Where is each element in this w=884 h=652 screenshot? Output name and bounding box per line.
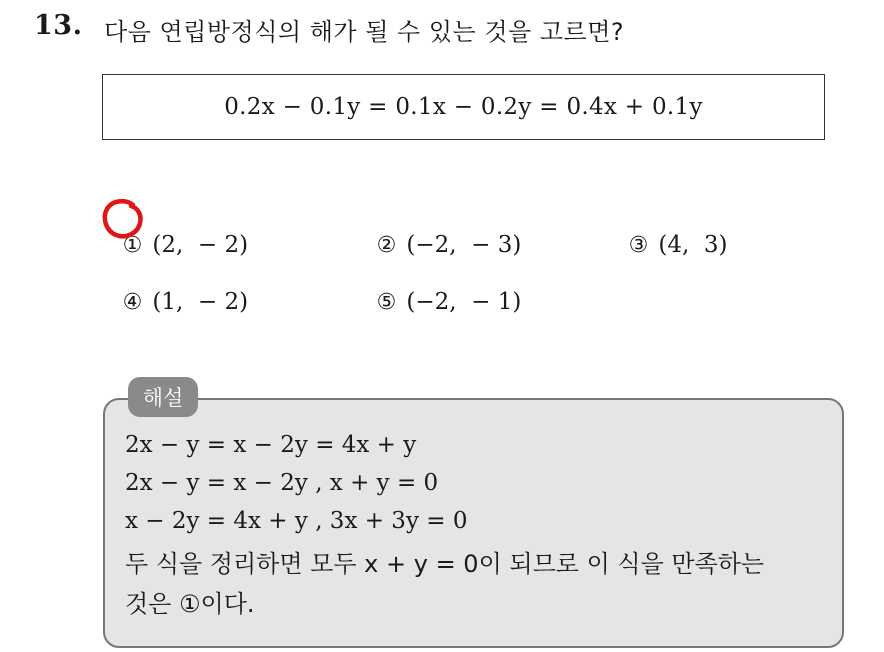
solution-line-5: 것은 ①이다.: [125, 590, 255, 618]
choice-4-value: (1, − 2): [152, 289, 249, 315]
choice-3-marker: ③: [628, 233, 649, 258]
choice-2-value: (−2, − 3): [406, 232, 522, 258]
choice-2-marker: ②: [376, 233, 397, 258]
choice-5-marker: ⑤: [376, 290, 397, 315]
choice-3-value: (4, 3): [658, 232, 728, 258]
solution-line-4: 두 식을 정리하면 모두 x + y = 0이 되므로 이 식을 만족하는: [125, 550, 765, 578]
choice-2[interactable]: [362, 206, 521, 258]
choice-4[interactable]: [108, 263, 248, 315]
choice-1-value: (2, − 2): [152, 232, 249, 258]
solution-line-2: 2x − y = x − 2y , x + y = 0: [125, 470, 439, 496]
choice-3[interactable]: [614, 206, 728, 258]
choice-1-marker: ①: [122, 233, 143, 258]
question-number: 13.: [34, 10, 83, 41]
solution-label: 해설: [128, 377, 198, 417]
solution-line-3: x − 2y = 4x + y , 3x + 3y = 0: [125, 508, 468, 534]
choice-5-value: (−2, − 1): [406, 289, 522, 315]
choice-1[interactable]: [108, 206, 248, 258]
question-text: 다음 연립방정식의 해가 될 수 있는 것을 고르면?: [104, 18, 625, 46]
equation-box: [102, 74, 825, 140]
choice-5[interactable]: [362, 263, 521, 315]
choice-4-marker: ④: [122, 290, 143, 315]
equation-text: 0.2x − 0.1y = 0.1x − 0.2y = 0.4x + 0.1y: [224, 94, 703, 120]
solution-line-1: 2x − y = x − 2y = 4x + y: [125, 432, 417, 458]
